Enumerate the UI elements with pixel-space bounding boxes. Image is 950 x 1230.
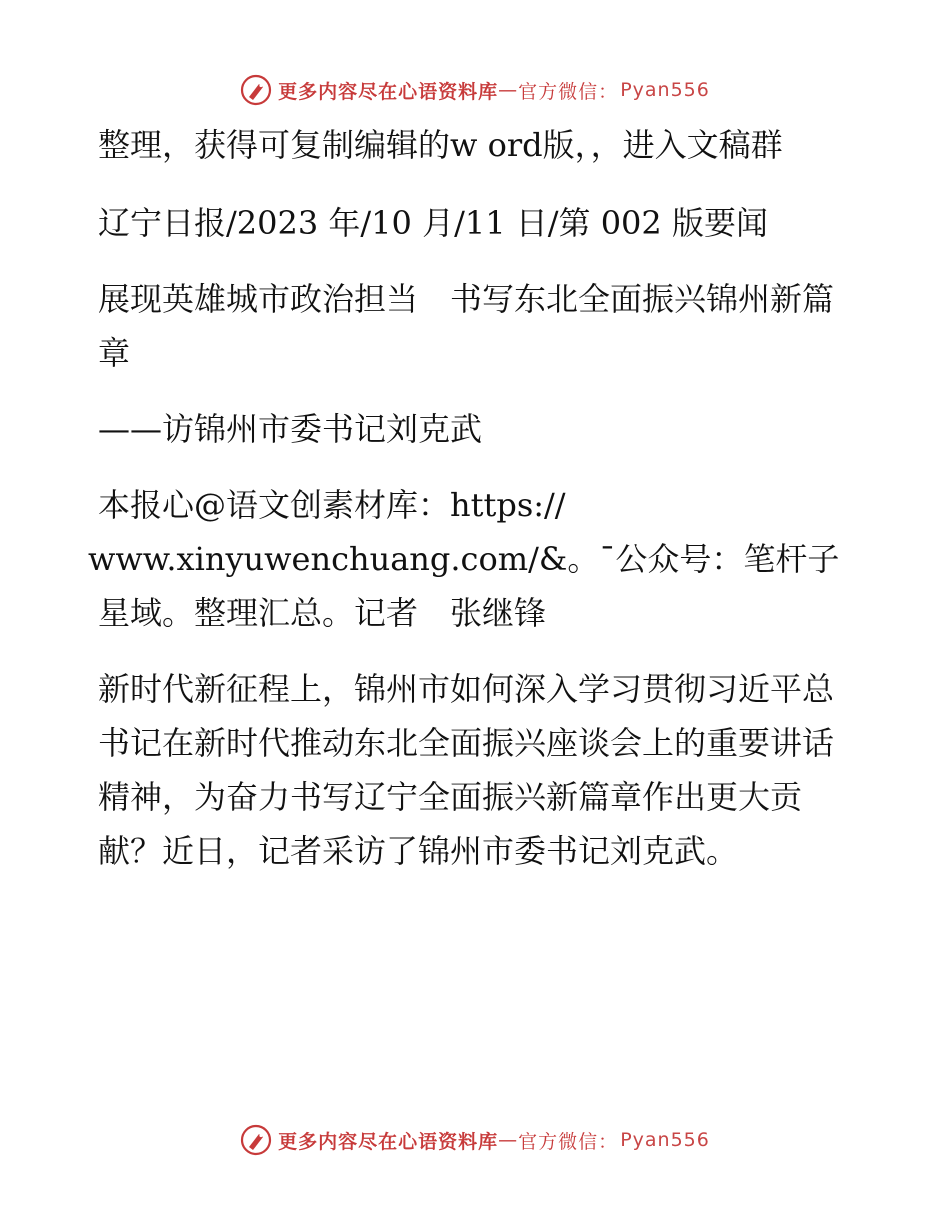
footer-watermark-banner xyxy=(0,1120,950,1160)
header-watermark-banner xyxy=(0,70,950,110)
banner-suffix: 官方微信： xyxy=(518,80,619,103)
article-headline: 展现英雄城市政治担当 书写东北全面振兴锦州新篇章 xyxy=(98,280,835,372)
byline-part1: 本报心@语文创素材库：https:// xyxy=(98,486,566,524)
pen-nib-logo-icon xyxy=(240,1124,272,1156)
article-subheadline: ——访锦州市委书记刘克武 xyxy=(98,410,483,448)
document-body xyxy=(88,118,858,900)
banner-wechat-id: Pyan556 xyxy=(620,1129,710,1151)
banner-text: 更多内容尽在心语资料库 xyxy=(278,80,499,103)
pen-nib-logo-icon xyxy=(240,74,272,106)
body-paragraph: 新时代新征程上，锦州市如何深入学习贯彻习近平总书记在新时代推动东北全面振兴座谈会上的重要讲话精神，为奋力书写辽宁全面振兴新篇章作出更大贡献？近日，记者采访了锦州市委书记刘克武。 xyxy=(98,670,835,870)
byline xyxy=(88,478,858,640)
banner-wechat-id: Pyan556 xyxy=(620,79,710,101)
banner-dash: — xyxy=(498,79,519,101)
source-line: 辽宁日报/2023 年/10 月/11 日/第 002 版要闻 xyxy=(98,204,768,242)
banner-dash: — xyxy=(498,1129,519,1151)
banner-text: 更多内容尽在心语资料库 xyxy=(278,1130,499,1153)
banner-suffix: 官方微信： xyxy=(518,1130,619,1153)
intro-line: 整理，获得可复制编辑的w ord版，，进入文稿群 xyxy=(98,126,783,164)
byline-part2: www.xinyuwenchuang.com/&。¯公众号：笔杆子星域。整理汇总。记者 张继锋 xyxy=(88,540,840,632)
